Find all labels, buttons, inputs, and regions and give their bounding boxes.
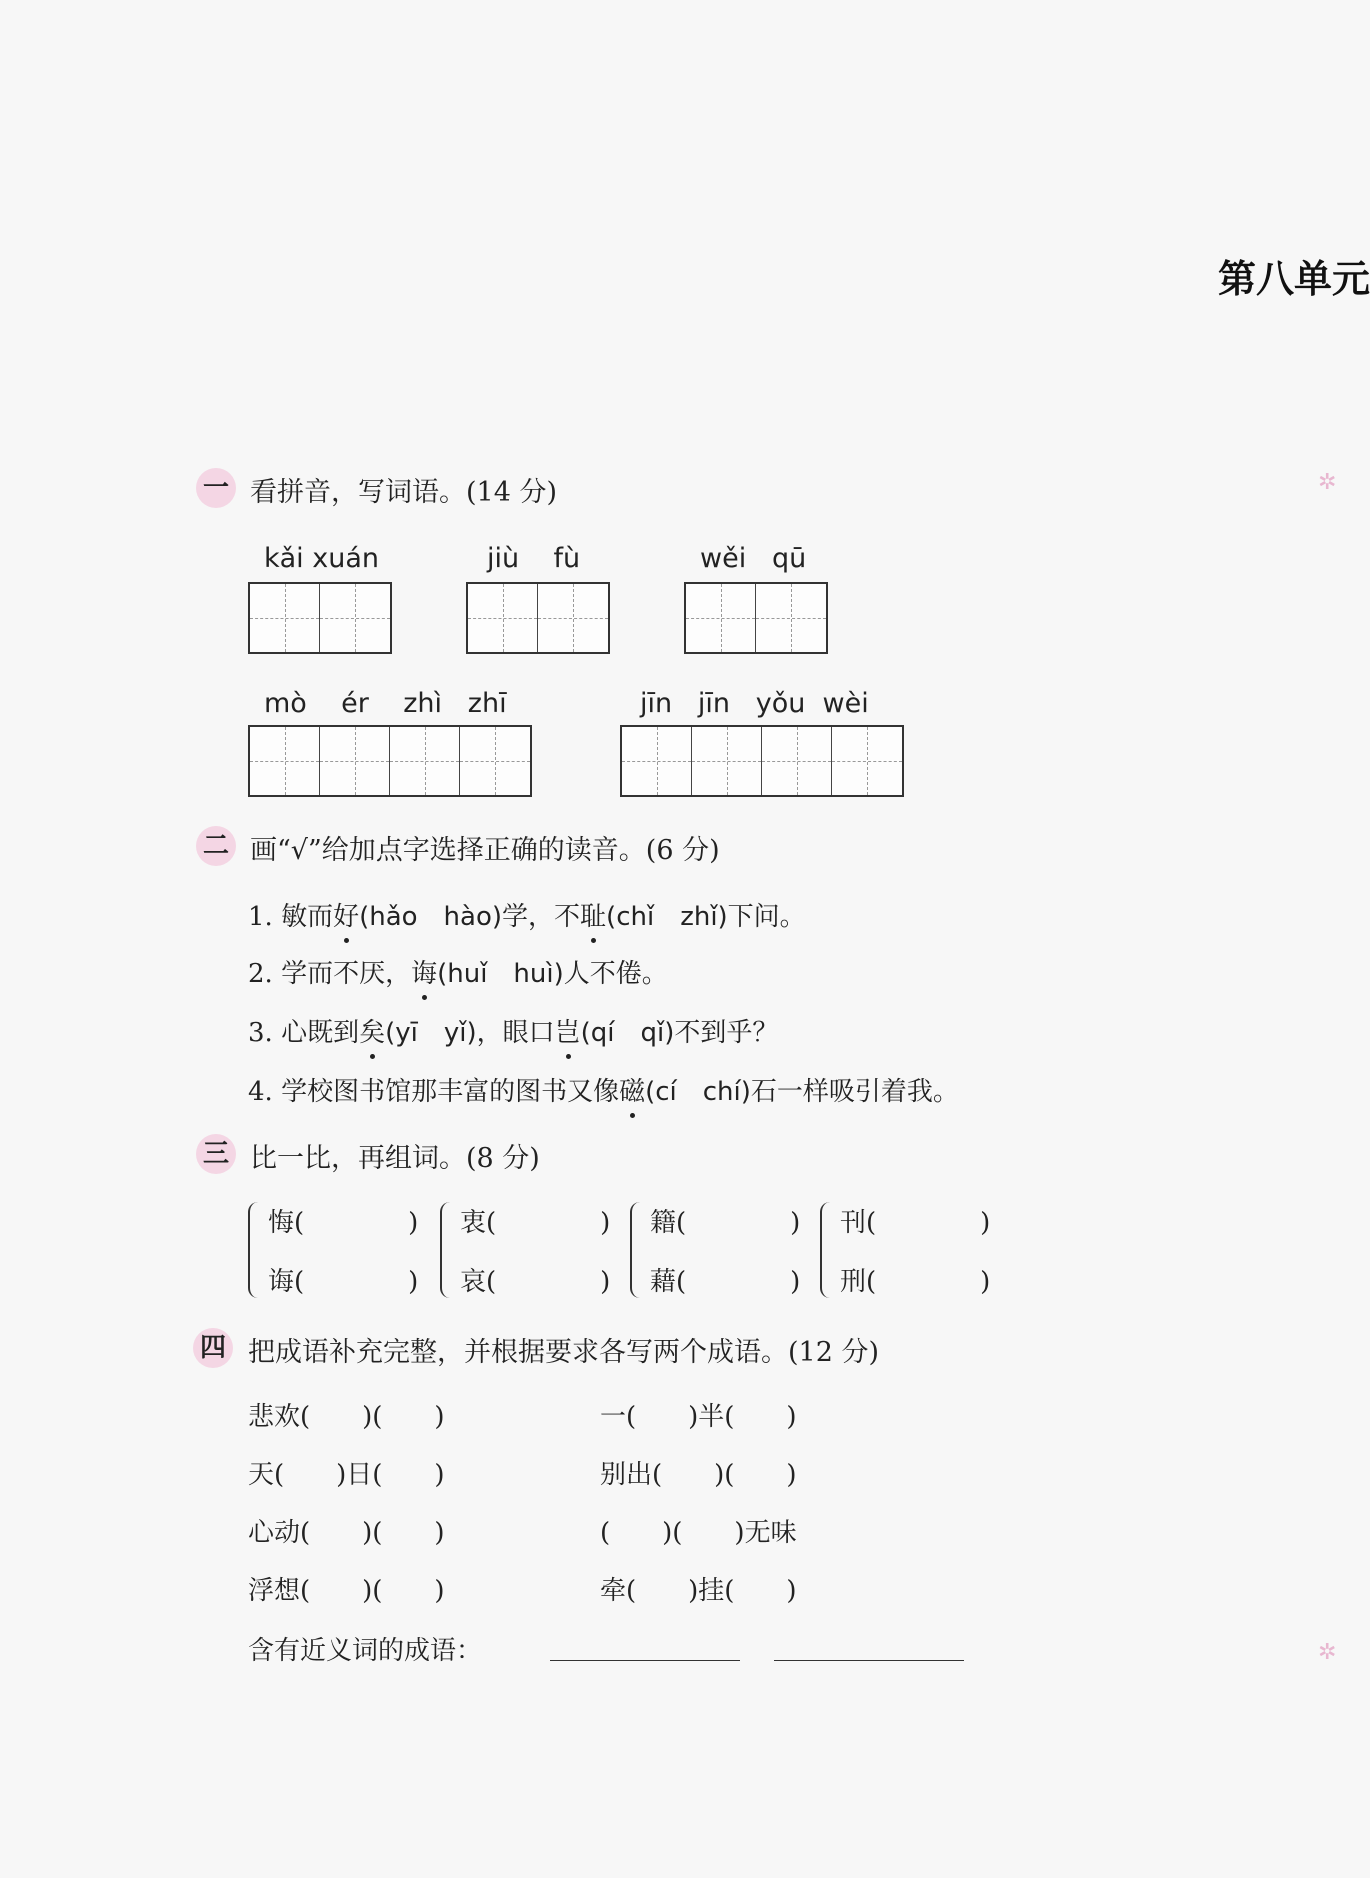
reading-question-4[interactable]: 4. 学校图书馆那丰富的图书又像磁(cí chí)石一样吸引着我。: [248, 1071, 959, 1108]
section-1-number: 一: [196, 468, 236, 508]
brace-icon: [820, 1202, 836, 1298]
grid-cell[interactable]: [320, 584, 390, 652]
pinyin-label: kǎi xuán: [264, 543, 380, 574]
section-1-title: 看拼音，写词语。(14 分): [250, 477, 558, 508]
grid-cell[interactable]: [762, 727, 832, 795]
pinyin-label: mò ér zhì zhī: [264, 688, 507, 719]
flower-decoration-icon: ✲: [1318, 1640, 1337, 1665]
grid-cell[interactable]: [692, 727, 762, 795]
grid-cell[interactable]: [686, 584, 756, 652]
reading-question-1[interactable]: 1. 敏而好(hǎo hào)学，不耻(chǐ zhǐ)下问。: [248, 896, 806, 933]
answer-line[interactable]: [550, 1630, 740, 1661]
writing-grid[interactable]: [684, 582, 828, 654]
idiom-blank[interactable]: 别出( )( ): [600, 1460, 797, 1490]
reading-question-3[interactable]: 3. 心既到矣(yī yǐ)，眼口岂(qí qǐ)不到乎？: [248, 1012, 778, 1049]
section-3-title: 比一比，再组词。(8 分): [250, 1143, 540, 1174]
idiom-blank[interactable]: 心动( )( ): [248, 1518, 445, 1548]
pinyin-label: jiù fù: [487, 543, 581, 574]
compare-word-input[interactable]: 衷( ): [460, 1208, 611, 1238]
reading-question-2[interactable]: 2. 学而不厌，诲(huǐ huì)人不倦。: [248, 953, 668, 990]
compare-word-input[interactable]: 藉( ): [650, 1267, 801, 1297]
compare-word-input[interactable]: 刑( ): [840, 1267, 991, 1297]
section-4-number: 四: [193, 1328, 233, 1368]
grid-cell[interactable]: [832, 727, 902, 795]
section-2-number: 二: [196, 826, 236, 866]
pinyin-label: jīn jīn yǒu wèi: [640, 688, 869, 719]
compare-pair-2: [440, 1202, 610, 1298]
grid-cell[interactable]: [320, 727, 390, 795]
idiom-blank[interactable]: 一( )半( ): [600, 1402, 797, 1432]
compare-pair-3: [630, 1202, 800, 1298]
pinyin-label: wěi qū: [700, 543, 807, 574]
grid-cell[interactable]: [622, 727, 692, 795]
idiom-blank[interactable]: 浮想( )( ): [248, 1576, 445, 1606]
idiom-blank[interactable]: 天( )日( ): [248, 1460, 445, 1490]
compare-word-input[interactable]: 籍( ): [650, 1208, 801, 1238]
grid-cell[interactable]: [250, 727, 320, 795]
grid-cell[interactable]: [468, 584, 538, 652]
grid-cell[interactable]: [756, 584, 826, 652]
grid-cell[interactable]: [460, 727, 530, 795]
idiom-blank[interactable]: 牵( )挂( ): [600, 1576, 797, 1606]
grid-cell[interactable]: [538, 584, 608, 652]
synonym-idiom-label: 含有近义词的成语：: [248, 1636, 483, 1666]
flower-decoration-icon: ✲: [1318, 470, 1337, 495]
section-3-number: 三: [196, 1134, 236, 1174]
section-4-title: 把成语补充完整，并根据要求各写两个成语。(12 分): [248, 1337, 880, 1368]
compare-pair-1: [248, 1202, 418, 1298]
idiom-blank[interactable]: ( )( )无味: [600, 1518, 797, 1548]
grid-cell[interactable]: [250, 584, 320, 652]
brace-icon: [248, 1202, 264, 1298]
compare-pair-4: [820, 1202, 990, 1298]
idiom-blank[interactable]: 悲欢( )( ): [248, 1402, 445, 1432]
writing-grid[interactable]: [620, 725, 904, 797]
writing-grid[interactable]: [466, 582, 610, 654]
grid-cell[interactable]: [390, 727, 460, 795]
compare-word-input[interactable]: 哀( ): [460, 1267, 611, 1297]
compare-word-input[interactable]: 悔( ): [268, 1208, 419, 1238]
writing-grid[interactable]: [248, 582, 392, 654]
brace-icon: [440, 1202, 456, 1298]
unit-title: 第八单元: [1218, 257, 1370, 301]
section-2-title: 画“√”给加点字选择正确的读音。(6 分): [250, 835, 720, 866]
compare-word-input[interactable]: 诲( ): [268, 1267, 419, 1297]
compare-word-input[interactable]: 刊( ): [840, 1208, 991, 1238]
answer-line[interactable]: [774, 1630, 964, 1661]
brace-icon: [630, 1202, 646, 1298]
writing-grid[interactable]: [248, 725, 532, 797]
